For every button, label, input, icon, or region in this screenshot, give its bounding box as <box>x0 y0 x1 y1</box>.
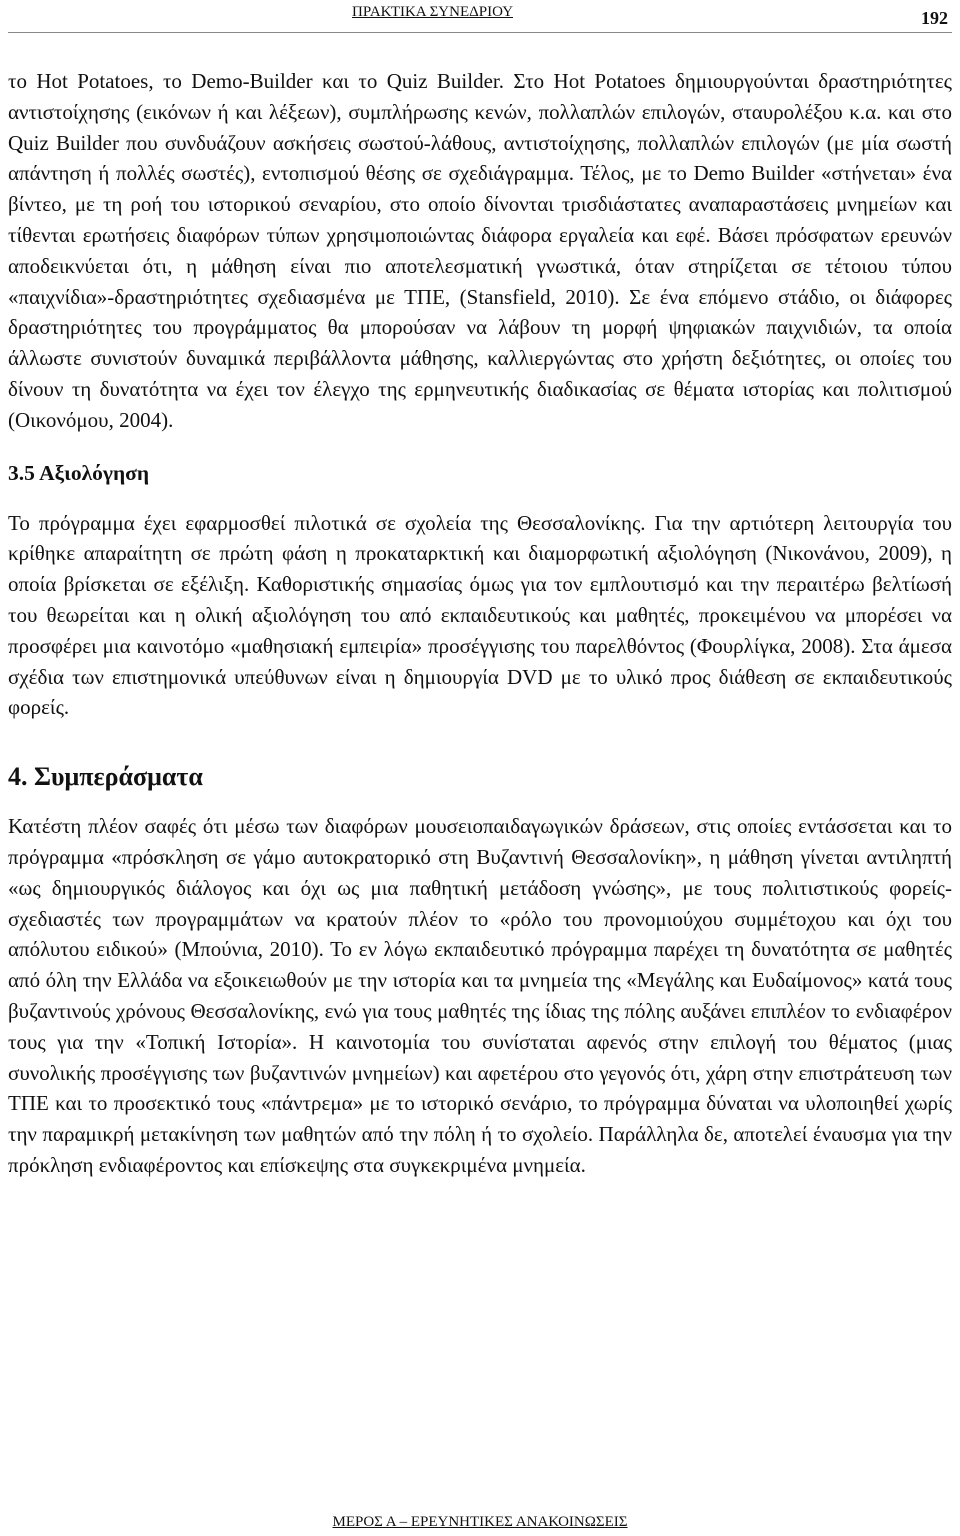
page-number: 192 <box>921 8 948 28</box>
paragraph-evaluation: Το πρόγραμμα έχει εφαρμοσθεί πιλοτικά σε σχολεία της Θεσσαλονίκης. Για την αρτιότερη λειτουργία του κρίθηκε απαραίτητη σε πρώτη φάση η προκαταρκτική και διαμορφωτική αξιολόγηση (Νικονάνου, 2009), η οποία βρίσκεται σε εξέλιξη. Καθοριστικής σημασίας όμως για τον εμπλουτισμό και την περαιτέρω βελτίωσή του θεωρείται και η ολική αξιολόγηση του από εκπαιδευτικούς και μαθητές, προκειμένου να μπορέσει να προσφέρει μια καινοτόμο «μαθησιακή εμπειρία» προσέγγισης του παρελθόντος (Φουρλίγκα, 2008). Στα άμεσα σχέδια των επιστημονικά υπεύθυνων είναι η δημιουργία DVD με το υλικό προς διάθεση σε εκπαιδευτικούς φορείς. <box>8 510 952 720</box>
section-heading-evaluation: 3.5 Αξιολόγηση <box>8 460 150 485</box>
section-heading-conclusions: 4. Συμπεράσματα <box>8 762 203 792</box>
conference-proceedings-title: ΠΡΑΚΤΙΚΑ ΣΥΝΕΔΡΙΟΥ <box>352 4 514 20</box>
running-header <box>0 2 960 28</box>
running-footer <box>0 1514 960 1531</box>
header-divider <box>8 32 952 33</box>
page-body <box>8 66 952 1181</box>
paragraph-conclusions: Κατέστη πλέον σαφές ότι μέσω των διαφόρων μουσειοπαιδαγωγικών δράσεων, στις οποίες εντάσσεται και το πρόγραμμα «πρόσκληση σε γάμο αυτοκρατορικό στη Βυζαντινή Θεσσαλονίκη», η μάθηση γίνεται αντιληπτή «ως δημιουργικός διάλογος και όχι ως μια παθητική μετάδοση γνώσης», με τους πολιτιστικούς φορείς-σχεδιαστές των προγραμμάτων να κρατούν πλέον το «ρόλο του προνομιούχου συμμέτοχου και όχι του απόλυτου ειδικού» (Μπούνια, 2010). Το εν λόγω εκπαιδευτικό πρόγραμμα παρέχει τη δυνατότητα σε μαθητές από όλη την Ελλάδα να εξοικειωθούν με την ιστορία και τα μνημεία της «Μεγάλης και Ευδαίμονος» κατά τους βυζαντινούς χρόνους Θεσσαλονίκης, ενώ για τους μαθητές της ίδιας της πόλης αυξάνει επιπλέον το ενδιαφέρον τους για την «Τοπική Ιστορία». Η καινοτομία του συνίσταται αφενός στην επιλογή του θέματος (μιας συνολικής προσέγγισης των βυζαντινών μνημείων) και αφετέρου στο γεγονός ότι, χάρη στην επιστράτευση των ΤΠΕ και το προσεκτικό τους «πάντρεμα» με το ιστορικό σενάριο, το πρόγραμμα δύναται να υλοποιηθεί χωρίς την παραμικρή μετακίνηση των μαθητών από την πόλη ή το σχολείο. Παράλληλα δε, αποτελεί έναυσμα για την πρόκληση ενδιαφέροντος και επίσκεψης στα συγκεκριμένα μνημεία. <box>8 814 952 1177</box>
paragraph-tools-description: το Hot Potatoes, το Demo-Builder και το Quiz Builder. Στο Hot Potatoes δημιουργούνται δραστηριότητες αντιστοίχησης (εικόνων ή και λέξεων), συμπλήρωσης κενών, πολλαπλών επιλογών, σταυρολέξου κ.α. και στο Quiz Builder που συνδυάζουν ασκήσεις σωστού-λάθους, αντιστοίχησης, πολλαπλών επιλογών (με μία σωστή απάντηση ή πολλές σωστές), εντοπισμού θέσης σε σχεδιάγραμμα. Τέλος, με το Demo Builder «στήνεται» ένα βίντεο, με τη ροή του ιστορικού σεναρίου, στο οποίο δίνονται τρισδιάστατες αναπαραστάσεις μνημείων και τίθενται ερωτήσεις διαφόρων τύπων χρησιμοποιώντας διάφορα εργαλεία και εφέ. Βάσει πρόσφατων ερευνών αποδεικνύεται ότι, η μάθηση είναι πιο αποτελεσματική γνωστικά, όταν στηρίζεται σε τέτοιου τύπου «παιχνίδια»-δραστηριότητες σχεδιασμένα με ΤΠΕ, (Stansfield, 2010). Σε ένα επόμενο στάδιο, οι διάφορες δραστηριότητες του προγράμματος θα μπορούσαν να λάβουν τη μορφή ψηφιακών παιχνιδιών, τα οποία άλλωστε συνιστούν δυναμικά περιβάλλοντα μάθησης, καλλιεργώντας στο χρήστη δεξιότητες, οι οποίες του δίνουν τη δυνατότητα να έχει τον έλεγχο της ερμηνευτικής διαδικασίας σε θέματα ιστορίας και πολιτισμού (Οικονόμου, 2004). <box>8 69 952 432</box>
footer-section-label: ΜΕΡΟΣ Α – ΕΡΕΥΝΗΤΙΚΕΣ ΑΝΑΚΟΙΝΩΣΕΙΣ <box>332 1514 628 1530</box>
